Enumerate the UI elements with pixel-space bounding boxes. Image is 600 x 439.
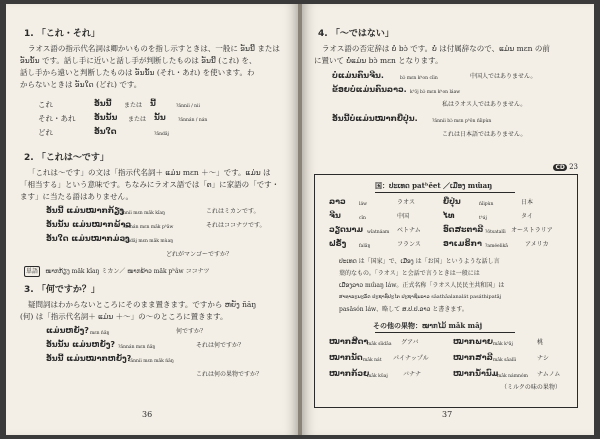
fruits-title-rule [375, 332, 515, 334]
table-cell-rom: ?ănnán / nán [178, 118, 208, 123]
fruit-jp: 桃 [537, 339, 544, 346]
example-lao: ອັນໃດ ແມ່ນໝາກມ່ວງ [46, 234, 130, 243]
country-rom: wîatnáam [367, 230, 390, 235]
note-line: ເມືອງລາວ mɯ̂aŋ láw。正式名称「ラオス人民民主共和国」は [339, 282, 505, 289]
right-page [302, 4, 594, 435]
example-rom: ?ăndăj mεn măk mùaŋ [122, 239, 174, 244]
example-rom: kʰɔ̂j bɔ̀ mεn kʰon láaw [410, 90, 461, 95]
example-lao: ອັນນີ້ ແມ່ນໝາກຫຍັງ? [46, 354, 132, 363]
example-jp: これはミカンです。 [206, 208, 260, 215]
fruit-jp: バナナ [403, 371, 422, 378]
page-number-right: 37 [442, 410, 453, 419]
table-cell-alt: ນີ້ [150, 99, 156, 108]
country-lao: ລາວ [329, 197, 346, 206]
example-jp: これは何の果物ですか？ [196, 371, 263, 378]
section-4-title: 4. 「～ではない」 [318, 29, 394, 39]
example-lao: ອັນນັ້ນ ແມ່ນໝາກພ້າວ [46, 220, 132, 229]
fruit-jp: パイナップル [393, 355, 429, 362]
fruit-rom: mǎk kûaj [367, 374, 388, 379]
note-line: pasāsón láw、略して ສ.ປ.ປ.ລາວ と書きます。 [339, 306, 468, 313]
example-lao: ແມ່ນຫຍັງ? [46, 326, 89, 335]
cd-track-number: 23 [569, 163, 578, 171]
note-line: ປະເທດ は「国家」で、ເມືອງ は「お国」というような話し言 [339, 258, 500, 265]
paragraph-line: ラオス語の否定辞は ບໍ່ bɔ̀ です。ບໍ່ は付属辞なので、ແມ່ນ mεn の前 [322, 44, 550, 53]
example-jp: 中国人ではありません。 [470, 73, 537, 80]
fruit-lao: ໝາກສີດາ [329, 337, 369, 346]
country-rom: láw [359, 202, 367, 207]
fruit-jp: グアバ [401, 339, 419, 346]
section-1-title: 1. 「これ・それ」 [24, 29, 100, 39]
country-jp: ラオス [397, 199, 415, 206]
country-jp: 日本 [521, 199, 534, 206]
fruit-lao: ໝາກນ້ຳນົມ [453, 369, 499, 378]
fruit-note: （ミルクの味の果物） [501, 384, 561, 391]
country-lao: ຝຣັ່ງ [329, 239, 347, 248]
example-rom: ?ănníi mεn măk ñăŋ [128, 359, 174, 364]
table-cell-or: または [128, 116, 147, 123]
table-cell-lao: ອັນໃດ [94, 127, 117, 136]
fruit-rom: mǎk nát [363, 358, 382, 363]
example-jp: どれがマンゴーですか？ [166, 251, 233, 258]
fruit-lao: ໝາກກ້ວຍ [329, 369, 370, 378]
fruit-rom: mǎk sǎalîi [493, 358, 517, 363]
box-title-rule [375, 192, 515, 194]
vocab-box [314, 174, 578, 408]
box-title: 国：ປະເທດ patʰěet ／ເມືອງ mɯ̂aŋ [375, 181, 493, 190]
paragraph-line: からないときは ອັນໃດ (どれ) です。 [20, 80, 142, 89]
country-jp: 中国 [397, 213, 410, 220]
example-jp: 何ですか？ [176, 328, 207, 335]
example-lao: ອັນນັ້ນ ແມ່ນຫຍັງ? [46, 340, 116, 349]
table-cell-lao: ອັນນີ້ [94, 99, 112, 108]
country-rom: falăŋ [359, 244, 371, 249]
cd-track [553, 163, 578, 171]
table-cell-jp: それ・あれ [38, 114, 76, 123]
example-lao: ອັນນີ້ບໍ່ແມ່ນໝາກຍີ່ປຸ່ນ. [332, 114, 418, 123]
country-lao: ຈີນ [329, 211, 341, 220]
left-page [6, 4, 298, 435]
country-lao: ຍີ່ປຸ່ນ [443, 197, 461, 206]
fruit-lao: ໝາກພາຍ [453, 337, 493, 346]
example-rom: ?ănníi bɔ̀ mεn pʰǒn ñîipùn [432, 119, 492, 124]
country-lao: ໄທ [443, 211, 455, 220]
fruit-jp: ナシ [537, 355, 549, 362]
fruit-rom: mǎk námnóm [497, 374, 528, 379]
example-lao: ຂ້ອຍບໍ່ແມ່ນຄົນລາວ. [332, 85, 407, 94]
example-rom: ?ănnán mεn ñăŋ [118, 345, 156, 350]
vocab-row [24, 266, 210, 277]
country-lao: ອາເມຣິກາ [443, 239, 482, 248]
table-cell-alt: ນັ້ນ [154, 113, 166, 122]
example-lao: ບໍ່ແມ່ນຄົນຈີນ. [332, 71, 384, 80]
table-cell-jp: これ [38, 100, 53, 109]
book-spread [6, 4, 594, 435]
country-lao: ອົດສະຕາລີ [443, 225, 484, 234]
country-lao: ວຽດນາມ [329, 225, 364, 234]
country-jp: タイ [521, 213, 533, 220]
fruit-rom: mǎk kʰāj [493, 342, 513, 347]
fruit-rom: mǎk sǐidǎa [367, 342, 392, 347]
table-cell-jp: どれ [38, 128, 53, 137]
page-number-left: 36 [142, 410, 153, 419]
fruits-title: その他の果物：ໝາກໄມ້ mǎk mâj [373, 321, 483, 330]
paragraph-line: 話し手から遠いと判断したものは ອັນນັ້ນ (それ・あれ) を使います。わ [20, 68, 255, 77]
country-rom: cǐn [359, 216, 366, 221]
example-jp: それは何ですか？ [196, 342, 245, 349]
table-cell-or: または [124, 102, 143, 109]
fruit-lao: ໝາກສາລີ [453, 353, 493, 362]
vocab-text: ໝາກກ້ຽງ măk kîaŋ ミカン／ ໝາກພ້າວ măk pʰâw ココナツ [45, 268, 210, 275]
example-rom: ?ănníi mεn măk kîaŋ [118, 211, 165, 216]
fruit-lao: ໝາກນັດ [329, 353, 363, 362]
table-cell-rom: ?ăndăj [154, 132, 169, 137]
table-cell-lao: ອັນນັ້ນ [94, 113, 118, 122]
example-jp: それはココナツです。 [206, 222, 266, 229]
paragraph-line: ອັນນັ້ນ です。話し手に近いと話し手が判断したものは ອັນນີ້ (これ) を、 [20, 56, 257, 65]
example-jp: 私はラオス人ではありません。 [442, 101, 527, 108]
paragraph-line: ます」に当たる語はありません。 [20, 192, 133, 201]
example-rom: bɔ̀ mεn kʰon cǐin [400, 76, 438, 81]
example-lao: ອັນນີ້ ແມ່ນໝາກກ້ຽງ [46, 206, 125, 215]
paragraph-line: ラオス語の指示代名詞は卿かいものを指し示すときは、一般に ອັນນີ້ または [28, 44, 280, 53]
cd-icon: CD [555, 164, 565, 171]
paragraph-line: (何) は「指示代名詞＋ ແມ່ນ ＋～」の～のところに置きます。 [20, 312, 228, 321]
paragraph-line: に置いて ບໍ່ແມ່ນ bɔ̀ mεn となります。 [314, 56, 443, 65]
country-rom: ?améelikā [485, 244, 508, 249]
vocab-tag: 単語 [26, 268, 39, 275]
country-jp: フランス [397, 241, 421, 248]
country-rom: ?ôtsatalîi [485, 230, 506, 235]
note-line: ສາທາລະນະລັດ ປະຊາທິປະໄຕ ປະຊາຊົນລາວ săathǎalanalát pasáthipatāj [339, 294, 502, 300]
country-jp: オーストラリア [511, 227, 553, 234]
example-rom: mεn ñăŋ [90, 331, 110, 336]
note-line: 葉的なもの。「ラオス」と会話で言うときは一般には [339, 270, 480, 277]
example-rom: ?ănnán mεn măk pʰâw [122, 225, 174, 230]
paragraph-line: 「これは～です」の文は「指示代名詞＋ ແມ່ນ mεn ＋～」です。ແມ່ນ は [28, 168, 271, 177]
country-rom: ñîipùn [479, 202, 494, 207]
section-2-title: 2. 「これは～です」 [24, 153, 109, 163]
paragraph-line: 疑問詞はわからないところにそのまま置きます。ですから ຫຍັງ ñăŋ [28, 300, 257, 309]
country-jp: ベトナム [397, 227, 421, 234]
paragraph-line: 「相当する」という意味です。ちなみにラオス語では「ຕ」に家語の「です・ [20, 180, 280, 189]
country-jp: アメリカ [525, 241, 549, 248]
section-3-title: 3. 「何ですか？」 [24, 285, 100, 295]
example-jp: これは日本語ではありません。 [442, 131, 527, 138]
fruit-jp: ナムノム [537, 371, 561, 378]
country-rom: tʰáj [479, 216, 487, 221]
table-cell-rom: ?ănníi / nii [176, 104, 200, 109]
